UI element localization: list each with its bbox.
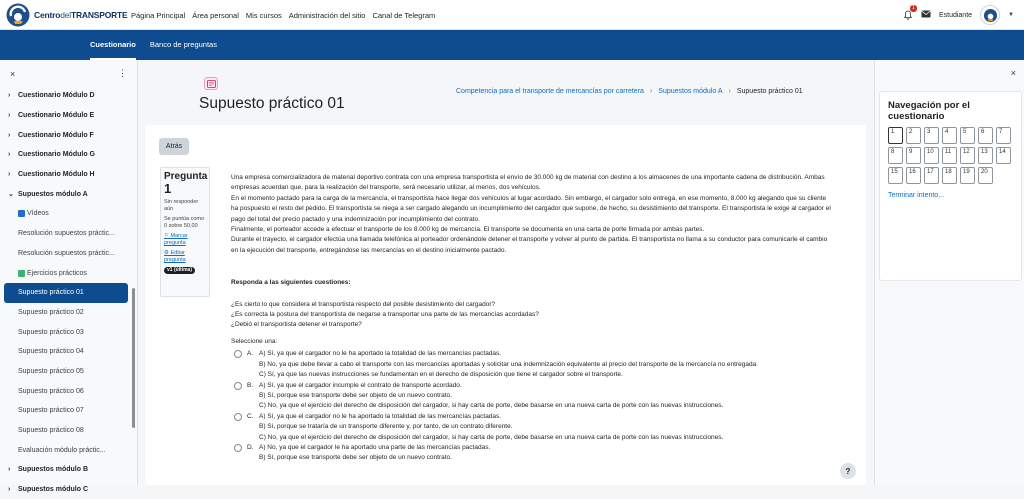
course-index-drawer [0, 60, 138, 494]
option-text: A) Sí, ya que el cargador no le ha aportado la totalidad de las mercancías pactadas. [259, 412, 502, 420]
chevron-down-icon[interactable]: ⌄ [8, 191, 14, 199]
answer-option-line [231, 433, 831, 443]
back-button[interactable]: Atrás [159, 138, 189, 155]
question-nav-button[interactable]: 9 [906, 147, 921, 164]
option-letter [247, 453, 259, 463]
sidebar-item[interactable] [0, 204, 130, 224]
close-drawer-icon[interactable]: × [10, 68, 16, 79]
select-one-label: Seleccione una: [231, 337, 278, 345]
sidebar-item[interactable] [0, 342, 130, 362]
sidebar-item-label: Ejercicios prácticos [27, 269, 87, 277]
breadcrumb-separator-icon: › [728, 88, 731, 95]
question-nav-grid [888, 127, 1013, 184]
sidebar-item-label: Supuesto práctico 08 [18, 427, 84, 435]
chevron-right-icon[interactable]: › [8, 466, 11, 474]
sidebar-item[interactable] [0, 244, 130, 264]
sidebar-item-label: Supuesto práctico 05 [18, 367, 84, 375]
sidebar-item[interactable] [0, 381, 130, 401]
question-number: 1 [164, 181, 172, 196]
question-nav-button[interactable]: 20 [978, 167, 993, 184]
question-nav-button[interactable]: 17 [924, 167, 939, 184]
subquestion: ¿Es correcta la postura del transportista de negarse a transportar una parte de las mercancías acordadas? [231, 311, 539, 319]
chevron-right-icon[interactable]: › [8, 486, 11, 494]
option-letter: B. [247, 381, 254, 389]
option-text: B) No, ya que debe llevar a cabo el transporte con las mercancías aportadas y solicitar una indemnización equivalente al precio del transporte de la mercancía no entregada. [259, 360, 758, 368]
page-title: Supuesto práctico 01 [199, 95, 345, 112]
sidebar-item-label: Supuesto práctico 07 [18, 407, 84, 415]
close-right-drawer-icon[interactable]: × [1010, 68, 1016, 78]
question-label: Pregunta [164, 171, 208, 182]
question-info [160, 167, 210, 297]
nav-link-site-admin[interactable]: Administración del sitio [288, 10, 366, 20]
question-nav-button[interactable]: 11 [942, 147, 957, 164]
radio-button[interactable] [234, 444, 242, 452]
option-text: A) No, ya que el cargador le ha aportado una parte de las mercancías pactadas. [259, 443, 491, 451]
answer-option-line [231, 422, 831, 432]
sidebar-item[interactable] [0, 125, 130, 145]
sidebar-item[interactable] [0, 184, 130, 204]
sidebar-item[interactable] [0, 263, 130, 283]
breadcrumb [456, 88, 803, 95]
question-nav-button[interactable]: 14 [996, 147, 1011, 164]
sidebar-item-label: Supuesto práctico 03 [18, 328, 84, 336]
top-navbar [0, 0, 1024, 30]
secondary-nav [0, 30, 1024, 60]
nav-link-home[interactable]: Página Principal [131, 10, 186, 20]
sidebar-item-label: Supuesto práctico 01 [18, 289, 84, 297]
question-nav-button[interactable]: 8 [888, 147, 903, 164]
breadcrumb-section[interactable]: Supuestos módulo A [658, 88, 723, 95]
answer-option-line [231, 453, 831, 463]
question-nav-button[interactable]: 12 [960, 147, 975, 164]
chevron-right-icon[interactable]: › [8, 92, 11, 100]
chevron-right-icon[interactable]: › [8, 112, 11, 120]
answer-option-line [231, 360, 831, 370]
option-letter [247, 433, 259, 443]
option-letter [247, 422, 259, 432]
sidebar-item[interactable] [0, 86, 130, 106]
quiz-navigation-block [879, 91, 1022, 281]
answer-option[interactable] [231, 349, 831, 359]
sidebar-item[interactable] [0, 145, 130, 165]
chevron-right-icon[interactable]: › [8, 131, 11, 139]
option-letter [247, 401, 259, 411]
option-text: A) Sí, ya que el cargador incumple el contrato de transporte acordado. [259, 381, 462, 389]
question-nav-button[interactable]: 4 [942, 127, 957, 144]
gear-icon: ⚙ [164, 250, 171, 256]
question-nav-button[interactable]: 15 [888, 167, 903, 184]
chevron-right-icon[interactable]: › [8, 151, 11, 159]
messages-icon[interactable] [921, 10, 931, 20]
option-letter: A. [247, 350, 254, 358]
option-letter [247, 370, 259, 380]
version-badge: v1 (última) [164, 267, 195, 274]
breadcrumb-current: Supuesto práctico 01 [736, 88, 803, 95]
question-card [145, 125, 866, 485]
subquestion: ¿Es cierto lo que considera el transportista respecto del posible desistimiento del cargador? [231, 300, 496, 308]
question-nav-button[interactable]: 6 [978, 127, 993, 144]
sidebar-item[interactable] [0, 224, 130, 244]
sidebar-item-label: Cuestionario Módulo D [18, 92, 95, 100]
answer-options [231, 349, 831, 463]
subquestion: ¿Debió el transportista detener el transporte? [231, 321, 362, 329]
question-nav-button[interactable]: 16 [906, 167, 921, 184]
option-text: B) Sí, porque se trataría de un transporte diferente y, por tanto, de un contrato diferente. [259, 423, 513, 431]
answer-option[interactable] [231, 412, 831, 422]
breadcrumb-course[interactable]: Competencia para el transporte de mercancías por carretera [456, 88, 644, 95]
sidebar-item-label: Cuestionario Módulo G [18, 151, 95, 159]
user-menu-chevron-down-icon[interactable]: ▼ [1008, 12, 1014, 18]
sidebar-item-label: Supuesto práctico 06 [18, 387, 84, 395]
site-logo[interactable]: CentrodelTRANSPORTE [5, 2, 123, 28]
question-nav-button[interactable]: 19 [960, 167, 975, 184]
option-text: C) Sí, ya que las nuevas instrucciones se fundamentan en el derecho de disposición que tiene el cargador sobre el transporte. [259, 371, 623, 379]
answer-option-line [231, 370, 831, 380]
quiz-navigation-title: Navegación por el cuestionario [888, 100, 970, 122]
sidebar-item-label: Supuestos módulo B [18, 466, 88, 474]
answer-option[interactable] [231, 381, 831, 391]
sidebar-item[interactable] [0, 480, 130, 499]
sidebar-item[interactable] [0, 303, 130, 323]
sidebar-item-label: Supuesto práctico 02 [18, 308, 84, 316]
quiz-activity-icon [204, 77, 218, 90]
question-nav-button[interactable]: 18 [942, 167, 957, 184]
help-button[interactable]: ? [840, 463, 856, 479]
avatar[interactable] [980, 5, 1000, 25]
question-nav-button[interactable]: 2 [906, 127, 921, 144]
question-nav-button[interactable]: 1 [888, 127, 903, 144]
flag-icon: ⚐ [164, 233, 171, 239]
question-score: Se puntúa como 0 sobre 50,00 [164, 216, 205, 229]
edit-question-link[interactable]: ⚙ Editar pregunta [164, 250, 186, 263]
sidebar-item-label: Vídeos [27, 210, 49, 218]
radio-button[interactable] [234, 413, 242, 421]
sidebar-item[interactable] [0, 421, 130, 441]
nav-link-my-courses[interactable]: Mis cursos [245, 10, 282, 20]
sidebar-item-label: Cuestionario Módulo H [18, 171, 95, 179]
question-paragraph: Durante el trayecto, el cargador efectúa una llamada telefónica al porteador ordenándole detener el transporte y volver al punto de partida. El transportista no llama a su conductor para comunicarle el cambio en la ejecución del transporte, entregándose las mercancías en el destino inicialmente pactado. [231, 236, 828, 254]
question-prompt: Responda a las siguientes cuestiones: [231, 279, 351, 287]
question-nav-button[interactable]: 13 [978, 147, 993, 164]
answer-option[interactable] [231, 443, 831, 453]
sidebar-item-label: Supuestos módulo C [18, 486, 88, 494]
notification-bell-icon[interactable] [903, 5, 915, 20]
answer-option-line [231, 391, 831, 401]
sidebar-item[interactable] [4, 283, 128, 303]
question-status: Sin responder aún [164, 199, 199, 212]
sidebar-item-label: Resolución supuestos práctic... [18, 230, 115, 238]
sidebar-item[interactable] [0, 401, 130, 421]
sidebar-item-label: Cuestionario Módulo F [18, 131, 94, 139]
question-paragraph: Finalmente, el porteador accede a efectuar el transporte de los 8.000 kg de mercancía. El transporte se documenta en una carta de porte firmada por ambas partes. [231, 226, 705, 234]
checkbox-icon [18, 270, 25, 277]
question-nav-button[interactable]: 7 [996, 127, 1011, 144]
primary-nav [131, 0, 435, 30]
option-text: C) No, ya que el ejercicio del derecho de disposición del cargador, si hay carta de porte, debe basarse en una nueva carta de porte con las nuevas instrucciones. [259, 402, 724, 410]
drawer-more-icon[interactable]: ⋮ [118, 68, 127, 78]
nav-link-dashboard[interactable]: Área personal [192, 10, 239, 20]
option-text: C) No, ya que el ejercicio del derecho de disposición del cargador, si hay carta de porte, debe basarse en una nueva carta de porte con las nuevas instrucciones. [259, 433, 724, 441]
radio-button[interactable] [234, 350, 242, 358]
sidebar-item[interactable] [0, 460, 130, 480]
question-paragraph: En el momento pactado para la carga de la mercancía, el transportista hace llegar dos vehículos al lugar acordado. Sin embargo, el cargador solo entrega, en ese momento, 8.000 kg alegando que su cliente ha pospuesto el resto del pedido. El transportista se niega a ser cargado alegando un incumplimiento del cargador que supone, de hecho, su desistimiento del transporte. El transportista le exige al cargador el pago del total del precio pactado y una indemnización por incumplimiento del contrato. [231, 194, 831, 223]
question-nav-button[interactable]: 5 [960, 127, 975, 144]
sidebar-item[interactable] [0, 440, 130, 460]
question-nav-button[interactable]: 3 [924, 127, 939, 144]
course-index-list [0, 86, 130, 499]
video-icon [18, 210, 25, 217]
sidebar-item-label: Supuestos módulo A [18, 190, 88, 198]
option-text: B) Sí, porque ese transporte debe ser objeto de un nuevo contrato. [259, 454, 452, 462]
sidebar-item[interactable] [0, 106, 130, 126]
option-text: B) Sí, porque ese transporte debe ser objeto de un nuevo contrato. [259, 391, 452, 399]
radio-button[interactable] [234, 382, 242, 390]
sidebar-item[interactable] [0, 322, 130, 342]
option-letter [247, 391, 259, 401]
sidebar-item-label: Cuestionario Módulo E [18, 112, 95, 120]
option-text: A) Sí, ya que el cargador no le ha aportado la totalidad de las mercancías pactadas. [259, 350, 502, 358]
quiz-navigation-drawer [874, 60, 1024, 485]
notification-count-badge: 1 [912, 5, 915, 11]
sidebar-item-label: Supuesto práctico 04 [18, 348, 84, 356]
finish-attempt-link[interactable]: Terminar intento... [888, 192, 945, 199]
sidebar-item[interactable] [0, 165, 130, 185]
logo-icon [5, 2, 31, 28]
nav-link-telegram[interactable]: Canal de Telegram [372, 10, 436, 20]
tab-quiz[interactable]: Cuestionario [90, 30, 136, 60]
option-letter [247, 360, 259, 370]
question-paragraph: Una empresa comercializadora de material deportivo contrata con una empresa transportista el envío de 30.000 kg de material con destino a los almacenes de una importante cadena de distribución. Ambas empresas acuerdan que, para la realización del transporte, será necesario utilizar, al menos, dos vehículos. [231, 174, 825, 192]
flag-question-link[interactable]: ⚐ Marcar pregunta [164, 233, 188, 246]
user-name[interactable]: Estudiante [938, 11, 973, 19]
chevron-right-icon[interactable]: › [8, 171, 11, 179]
drawer-scrollbar[interactable] [132, 288, 135, 428]
option-letter: D. [247, 443, 254, 451]
sidebar-item-label: Evaluación módulo práctic... [18, 446, 106, 454]
question-text [231, 173, 831, 464]
sidebar-item[interactable] [0, 362, 130, 382]
sidebar-item-label: Resolución supuestos práctic... [18, 249, 115, 257]
option-letter: C. [247, 412, 254, 420]
question-nav-button[interactable]: 10 [924, 147, 939, 164]
breadcrumb-separator-icon: › [649, 88, 653, 95]
tab-question-bank[interactable]: Banco de preguntas [149, 40, 217, 49]
answer-option-line [231, 401, 831, 411]
